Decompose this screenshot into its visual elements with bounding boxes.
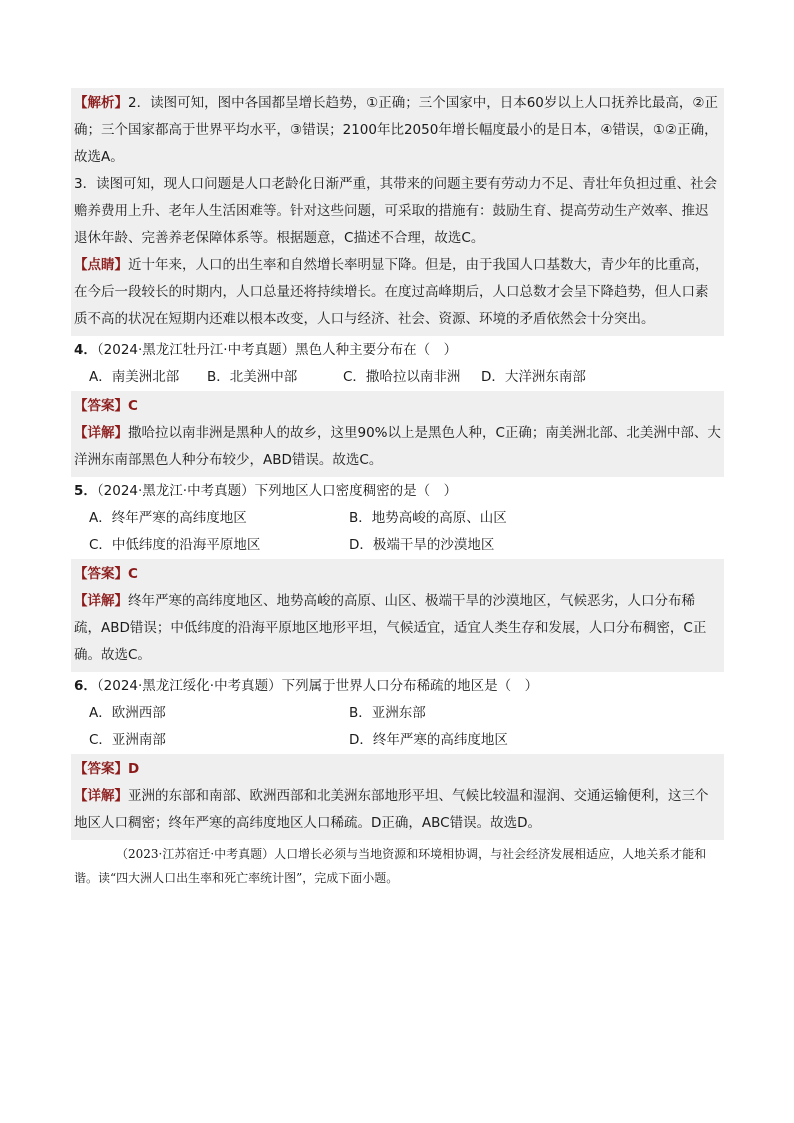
options-6-row2 <box>71 727 724 754</box>
question-source: （2024·黑龙江绥化·中考真题） <box>96 678 282 694</box>
question-6 <box>71 672 724 700</box>
intro-text: 人口增长必须与当地资源和环境相协调，与社会经济发展相适应，人地关系才能和谐。读“四大洲人口出生率和死亡率统计图”，完成下面小题。 <box>74 847 707 885</box>
comment <box>74 252 721 333</box>
comment-tag: 【点睛】 <box>74 257 128 273</box>
question-5 <box>71 477 724 505</box>
question-number: 5． <box>74 483 97 499</box>
answer-box-4 <box>71 391 724 477</box>
option-d: D．极端干旱的沙漠地区 <box>349 537 495 553</box>
analysis-tag: 【解析】 <box>74 95 128 111</box>
detail-6 <box>74 783 721 837</box>
answer-tag: 【答案】 <box>74 761 128 777</box>
answer-tag: 【答案】 <box>74 566 128 582</box>
answer-value: C <box>128 398 138 414</box>
options-4 <box>71 364 724 391</box>
option-a: A．南美洲北部 <box>89 369 180 385</box>
detail-tag: 【详解】 <box>74 425 128 441</box>
question-stem: 下列地区人口密度稠密的是（ ） <box>254 483 458 499</box>
answer-value: C <box>128 566 138 582</box>
options-6-row1 <box>71 700 724 727</box>
option-a: A．欧洲西部 <box>89 705 166 721</box>
option-b: B．地势高峻的高原、山区 <box>349 510 507 526</box>
answer-box-6 <box>71 754 724 840</box>
detail-text: 撒哈拉以南非洲是黑种人的故乡，这里90%以上是黑色人种，C正确；南美洲北部、北美洲中部、大洋洲东南部黑色人种分布较少，ABD错误。故选C。 <box>74 425 721 468</box>
intro-source: （2023·江苏宿迁·中考真题） <box>116 847 275 861</box>
detail-tag: 【详解】 <box>74 788 128 804</box>
question-stem: 下列属于世界人口分布稀疏的地区是（ ） <box>281 678 539 694</box>
question-source: （2024·黑龙江牡丹江·中考真题） <box>96 342 296 358</box>
option-c: C．中低纬度的沿海平原地区 <box>89 537 261 553</box>
answer-4 <box>74 393 721 420</box>
question-number: 6． <box>74 678 97 694</box>
answer-value: D <box>128 761 140 777</box>
option-d: D．终年严寒的高纬度地区 <box>349 732 508 748</box>
analysis-part2-text: 2．读图可知，图中各国都呈增长趋势，①正确；三个国家中，日本60岁以上人口抚养比最高，②正确；三个国家都高于世界平均水平，③错误；2100年比2050年增长幅度最小的是日本，④错误，①②正确，故选A。 <box>74 95 718 165</box>
answer-box-5 <box>71 559 724 672</box>
analysis-part3: 3．读图可知，现人口问题是人口老龄化日渐严重，其带来的问题主要有劳动力不足、青壮年负担过重、社会赡养费用上升、老年人生活困难等。针对这些问题，可采取的措施有：鼓励生育、提高劳动生产效率、推迟退休年龄、完善养老保障体系等。根据题意，C描述不合理，故选C。 <box>74 176 718 246</box>
comment-text: 近十年来，人口的出生率和自然增长率明显下降。但是，由于我国人口基数大，青少年的比重高，在今后一段较长的时期内，人口总量还将持续增长。在度过高峰期后，人口总数才会呈下降趋势，但人口素质不高的状况在短期内还难以根本改变，人口与经济、社会、资源、环境的矛盾依然会十分突出。 <box>74 257 709 327</box>
option-a: A．终年严寒的高纬度地区 <box>89 510 247 526</box>
option-d: D．大洋洲东南部 <box>481 369 586 385</box>
option-b: B．北美洲中部 <box>207 369 298 385</box>
detail-tag: 【详解】 <box>74 593 128 609</box>
answer-6 <box>74 756 721 783</box>
group-intro <box>71 842 724 890</box>
detail-4 <box>74 420 721 474</box>
analysis-part2 <box>74 90 721 171</box>
detail-text: 亚洲的东部和南部、欧洲西部和北美洲东部地形平坦、气候比较温和湿润、交通运输便利，这三个地区人口稠密；终年严寒的高纬度地区人口稀疏。D正确，ABC错误。故选D。 <box>74 788 709 831</box>
option-c: C．亚洲南部 <box>89 732 166 748</box>
content <box>71 88 724 890</box>
options-5-row1 <box>71 505 724 532</box>
question-number: 4． <box>74 342 97 358</box>
detail-text: 终年严寒的高纬度地区、地势高峻的高原、山区、极端干旱的沙漠地区，气候恶劣，人口分布稀疏，ABD错误；中低纬度的沿海平原地区地形平坦，气候适宜，适宜人类生存和发展，人口分布稠密，C正确。故选C。 <box>74 593 707 663</box>
option-c: C．撒哈拉以南非洲 <box>343 369 461 385</box>
answer-tag: 【答案】 <box>74 398 128 414</box>
option-b: B．亚洲东部 <box>349 705 426 721</box>
answer-5 <box>74 561 721 588</box>
options-5-row2 <box>71 532 724 559</box>
analysis-box <box>71 88 724 336</box>
detail-5 <box>74 588 721 669</box>
question-source: （2024·黑龙江·中考真题） <box>96 483 255 499</box>
question-4 <box>71 336 724 364</box>
question-stem: 黑色人种主要分布在（ ） <box>295 342 458 358</box>
